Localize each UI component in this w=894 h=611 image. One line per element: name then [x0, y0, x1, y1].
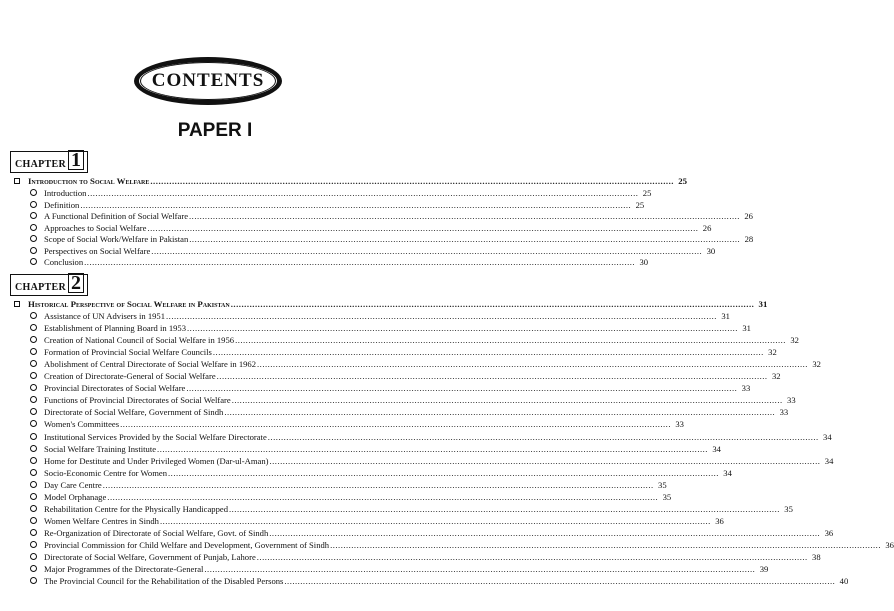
circle-bullet-icon	[30, 432, 44, 443]
toc-entry-page: 38	[812, 552, 821, 562]
toc-entry[interactable]	[14, 564, 769, 575]
toc-entry-page: 30	[706, 245, 716, 256]
toc-entry[interactable]	[14, 443, 721, 455]
leader-dots: ................................................................................................................................................................................................................	[330, 539, 881, 550]
toc-entry-page: 35	[658, 479, 667, 490]
circle-bullet-icon	[30, 246, 44, 257]
chapter-1-title: Introduction to Social Welfare	[28, 176, 150, 186]
toc-entry-title: A Functional Definition of Social Welfare	[44, 211, 189, 221]
toc-entry-title: Provincial Commission for Child Welfare and Development, Government of Sindh	[44, 539, 330, 550]
toc-entry-page: 34	[823, 431, 832, 442]
leader-dots: ................................................................................................................................................................................................................	[189, 234, 741, 244]
toc-entry[interactable]	[14, 539, 894, 551]
circle-bullet-icon	[30, 395, 44, 406]
toc-entry-title: Socio-Economic Centre for Women	[44, 467, 168, 478]
toc-entry-page: 36	[885, 539, 894, 550]
leader-dots: ................................................................................................................................................................................................................	[267, 431, 819, 442]
circle-bullet-icon	[30, 419, 44, 430]
toc-entry-title: Social Welfare Training Institute	[44, 443, 157, 454]
leader-dots: ................................................................................................................................................................................................................	[147, 222, 699, 233]
toc-entry[interactable]	[14, 527, 834, 539]
leader-dots: ................................................................................................................................................................................................................	[84, 257, 636, 267]
paper-title: PAPER I	[177, 120, 253, 141]
circle-bullet-icon	[30, 347, 44, 358]
toc-entry-page: 36	[715, 515, 724, 526]
leader-dots: ................................................................................................................................................................................................................	[157, 443, 708, 454]
chapter-1-label-box	[10, 151, 88, 173]
toc-entry-title: Establishment of Planning Board in 1953	[44, 323, 187, 334]
toc-entry-page: 40	[839, 576, 849, 587]
circle-bullet-icon	[30, 468, 44, 479]
toc-entry-page: 33	[779, 407, 789, 418]
leader-dots: ................................................................................................................................................................................................................	[80, 199, 632, 210]
chapter-2-word: CHAPTER	[15, 282, 66, 293]
leader-dots: ................................................................................................................................................................................................................	[235, 335, 786, 346]
leader-dots: ................................................................................................................................................................................................................	[87, 188, 639, 198]
circle-bullet-icon	[30, 371, 44, 382]
toc-entry-title: Rehabilitation Centre for the Physically Handicapped	[44, 503, 228, 514]
toc-entry-page: 26	[702, 222, 712, 233]
leader-dots: ................................................................................................................................................................................................................	[166, 311, 717, 321]
toc-entry-page: 25	[642, 188, 652, 198]
toc-entry-page: 33	[741, 383, 751, 394]
toc-entry-page: 30	[639, 257, 649, 267]
circle-bullet-icon	[30, 383, 44, 394]
leader-dots: ................................................................................................................................................................................................................	[189, 211, 740, 221]
leader-dots: ................................................................................................................................................................................................................	[224, 407, 776, 418]
toc-entry-page: 35	[784, 503, 793, 514]
toc-entry-page: 34	[712, 443, 721, 454]
toc-entry-page: 36	[824, 527, 834, 538]
chapter-2-entry[interactable]	[14, 299, 768, 310]
toc-entry-title: Creation of National Council of Social Welfare in 1956	[44, 335, 235, 346]
toc-entry-page: 31	[742, 323, 751, 334]
toc-entry[interactable]	[14, 419, 684, 430]
toc-entry-title: Perspectives on Social Welfare	[44, 245, 151, 256]
leader-dots: ................................................................................................................................................................................................................	[187, 323, 738, 334]
leader-dots: ................................................................................................................................................................................................................	[257, 359, 808, 370]
circle-bullet-icon	[30, 456, 44, 467]
leader-dots: ................................................................................................................................................................................................................	[216, 371, 768, 382]
square-bullet-icon	[14, 176, 28, 187]
toc-entry-title: Approaches to Social Welfare	[44, 222, 147, 233]
toc-entry-title: Women's Committees	[44, 419, 120, 430]
toc-entry-title: Formation of Provincial Social Welfare Councils	[44, 347, 212, 358]
leader-dots: ................................................................................................................................................................................................................	[284, 576, 836, 587]
circle-bullet-icon	[30, 223, 44, 234]
circle-bullet-icon	[30, 504, 44, 515]
chapter-2-title: Historical Perspective of Social Welfare in Pakistan	[28, 299, 230, 309]
circle-bullet-icon	[30, 323, 44, 334]
toc-entry[interactable]	[14, 199, 645, 211]
circle-bullet-icon	[30, 528, 44, 539]
circle-bullet-icon	[30, 407, 44, 418]
toc-entry[interactable]	[14, 491, 672, 503]
toc-entry-title: Abolishment of Central Directorate of Social Welfare in 1962	[44, 359, 257, 370]
toc-entry-page: 32	[812, 359, 821, 370]
toc-entry-title: Functions of Provincial Directorates of Social Welfare	[44, 395, 231, 406]
chapter-2-label-box	[10, 274, 88, 296]
toc-entry-page: 32	[768, 347, 777, 358]
circle-bullet-icon	[30, 234, 44, 245]
toc-entry[interactable]	[14, 455, 834, 467]
leader-dots: ................................................................................................................................................................................................................	[159, 515, 711, 526]
toc-entry[interactable]	[14, 515, 724, 527]
circle-bullet-icon	[30, 540, 44, 551]
toc-entry-title: Institutional Services Provided by the Social Welfare Directorate	[44, 431, 267, 442]
toc-entry-page: 32	[771, 371, 781, 382]
toc-entry[interactable]	[14, 211, 753, 222]
circle-bullet-icon	[30, 211, 44, 222]
toc-entry-title: Day Care Centre	[44, 479, 102, 490]
leader-dots: ................................................................................................................................................................................................................	[107, 491, 659, 502]
leader-dots: ................................................................................................................................................................................................................	[168, 467, 719, 478]
chapter-2-number: 2	[68, 273, 84, 293]
toc-entry-page: 39	[759, 564, 769, 575]
toc-entry-page: 33	[787, 395, 796, 406]
circle-bullet-icon	[30, 564, 44, 575]
circle-bullet-icon	[30, 576, 44, 587]
leader-dots: ................................................................................................................................................................................................................	[204, 564, 756, 575]
toc-entry[interactable]	[14, 576, 849, 587]
leader-dots: ..................................................................................................................................................................................................	[230, 299, 755, 309]
leader-dots: ................................................................................................................................................................................................................	[256, 552, 808, 562]
toc-entry-title: Provincial Directorates of Social Welfare	[44, 383, 186, 394]
circle-bullet-icon	[30, 311, 44, 322]
circle-bullet-icon	[30, 480, 44, 491]
toc-entry-title: Assistance of UN Advisers in 1951	[44, 311, 166, 321]
toc-entry[interactable]	[14, 395, 796, 406]
square-bullet-icon	[14, 299, 28, 310]
leader-dots: ................................................................................................................................................................................................................	[151, 245, 703, 256]
toc-entry-title: Scope of Social Work/Welfare in Pakistan	[44, 234, 189, 244]
toc-entry[interactable]	[14, 359, 821, 370]
circle-bullet-icon	[30, 552, 44, 563]
toc-entry-title: Directorate of Social Welfare, Government of Sindh	[44, 407, 224, 418]
circle-bullet-icon	[30, 200, 44, 211]
toc-entry[interactable]	[14, 479, 667, 491]
toc-entry-page: 32	[790, 335, 799, 346]
leader-dots: ................................................................................................................................................................................................................	[269, 455, 821, 466]
toc-entry-page: 34	[723, 467, 732, 478]
circle-bullet-icon	[30, 335, 44, 346]
toc-entry[interactable]	[14, 383, 751, 394]
chapter-1-word: CHAPTER	[15, 159, 66, 170]
toc-entry-page: 34	[824, 455, 834, 466]
chapter-1-entry[interactable]	[14, 176, 688, 187]
leader-dots: ................................................................................................................................................................................................................	[102, 479, 654, 490]
toc-entry-title: Introduction	[44, 188, 87, 198]
circle-bullet-icon	[30, 492, 44, 503]
contents-heading: CONTENTS	[151, 70, 265, 91]
circle-bullet-icon	[30, 257, 44, 268]
toc-entry-page: 31	[721, 311, 730, 321]
toc-entry-title: Home for Destitute and Under Privileged Women (Dar-ul-Aman)	[44, 455, 269, 466]
toc-entry[interactable]	[14, 552, 821, 563]
toc-entry-title: Women Welfare Centres in Sindh	[44, 515, 159, 526]
toc-entry-page: 28	[744, 234, 754, 244]
leader-dots: ................................................................................................................................................................................................................	[120, 419, 671, 430]
toc-entry[interactable]	[14, 407, 789, 418]
leader-dots: ................................................................................................................................................................................................................	[212, 347, 764, 358]
toc-entry[interactable]	[14, 222, 712, 234]
circle-bullet-icon	[30, 444, 44, 455]
chapter-1-page: 25	[678, 176, 688, 186]
toc-entry[interactable]	[14, 467, 732, 479]
leader-dots: ................................................................................................................................................................................................................	[269, 527, 821, 538]
toc-entry-title: The Provincial Council for the Rehabilitation of the Disabled Persons	[44, 576, 284, 587]
toc-entry-title: Major Programmes of the Directorate-General	[44, 564, 204, 575]
toc-entry[interactable]	[14, 323, 751, 334]
toc-entry-title: Directorate of Social Welfare, Government of Punjab, Lahore	[44, 552, 256, 562]
leader-dots: ................................................................................................................................................................................................................	[186, 383, 738, 394]
toc-entry[interactable]	[14, 234, 754, 245]
toc-entry-title: Re-Organization of Directorate of Social Welfare, Govt. of Sindh	[44, 527, 269, 538]
toc-entry-page: 26	[744, 211, 753, 221]
toc-entry[interactable]	[14, 347, 777, 358]
leader-dots: ................................................................................................................................................................................................................	[231, 395, 783, 406]
circle-bullet-icon	[30, 188, 44, 199]
toc-entry[interactable]	[14, 245, 716, 257]
leader-dots: ................................................................................................................................................................................................................	[229, 503, 780, 514]
toc-entry-title: Model Orphanage	[44, 491, 107, 502]
toc-entry[interactable]	[14, 335, 799, 346]
toc-entry-page: 25	[635, 199, 645, 210]
toc-entry-page: 35	[662, 491, 672, 502]
leader-dots: ..................................................................................................................................................................................................	[150, 176, 675, 186]
toc-entry[interactable]	[14, 188, 652, 199]
circle-bullet-icon	[30, 516, 44, 527]
toc-entry-title: Conclusion	[44, 257, 84, 267]
chapter-2-page: 31	[758, 299, 768, 309]
toc-entry[interactable]	[14, 257, 649, 268]
chapter-1-number: 1	[68, 150, 84, 170]
circle-bullet-icon	[30, 359, 44, 370]
toc-entry[interactable]	[14, 371, 781, 382]
toc-entry-title: Creation of Directorate-General of Social Welfare	[44, 371, 216, 382]
toc-entry-page: 33	[675, 419, 684, 430]
toc-entry[interactable]	[14, 311, 730, 322]
toc-entry-title: Definition	[44, 199, 80, 210]
toc-entry[interactable]	[14, 503, 793, 515]
toc-entry[interactable]	[14, 431, 832, 443]
